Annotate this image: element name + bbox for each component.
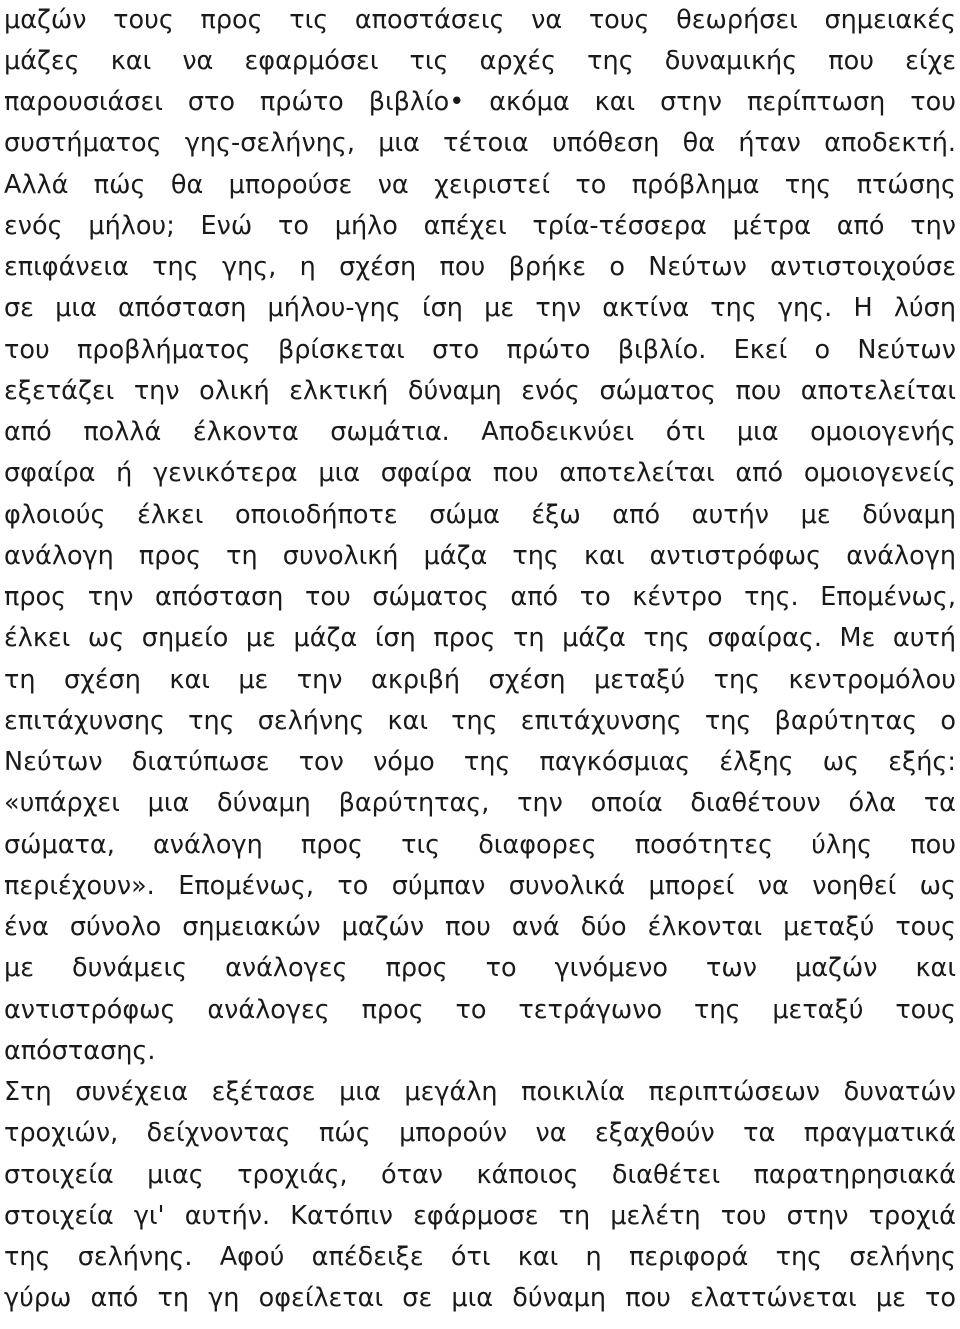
text-line-1: μαζών τους προς τις αποστάσεις να τους θεωρήσει σημειακές (4, 5, 956, 35)
text-line-19: Νεύτων διατύπωσε τον νόμο της παγκόσμιας έλξης ως εξής: (4, 747, 956, 777)
text-line-14: ανάλογη προς τη συνολική μάζα της και αντιστρόφως ανάλογη (4, 541, 956, 571)
text-line-3: παρουσιάσει στο πρώτο βιβλίο• ακόμα και στην περίπτωση του (4, 87, 956, 117)
text-line-13: φλοιούς έλκει οποιοδήποτε σώμα έξω από αυτήν με δύναμη (4, 500, 956, 530)
text-line-18: επιτάχυνσης της σελήνης και της επιτάχυνσης της βαρύτητας ο (4, 706, 956, 736)
text-line-28: τροχιών, δείχνοντας πώς μπορούν να εξαχθούν τα πραγματικά (4, 1118, 956, 1148)
text-line-26: απόστασης. (4, 1036, 156, 1066)
text-line-6: ενός μήλου; Ενώ το μήλο απέχει τρία-τέσσερα μέτρα από την (4, 211, 956, 241)
text-line-7: επιφάνεια της γης, η σχέση που βρήκε ο Νεύτων αντιστοιχούσε (4, 252, 956, 282)
text-line-11: από πολλά έλκοντα σωμάτια. Αποδεικνύει ότι μια ομοιογενής (4, 417, 956, 447)
text-line-29: στοιχεία μιας τροχιάς, όταν κάποιος διαθέτει παρατηρησιακά (4, 1160, 956, 1190)
text-line-22: περιέχουν». Επομένως, το σύμπαν συνολικά μπορεί να νοηθεί ως (4, 871, 956, 901)
text-line-4: συστήματος γης-σελήνης, μια τέτοια υπόθεση θα ήταν αποδεκτή. (4, 128, 956, 158)
text-line-2: μάζες και να εφαρμόσει τις αρχές της δυναμικής που είχε (4, 46, 956, 76)
text-line-15: προς την απόσταση του σώματος από το κέντρο της. Επομένως, (4, 582, 956, 612)
text-line-20: «υπάρχει μια δύναμη βαρύτητας, την οποία διαθέτουν όλα τα (4, 788, 956, 818)
text-line-32: γύρω από τη γη οφείλεται σε μια δύναμη που ελαττώνεται με το (4, 1283, 956, 1313)
text-line-17: τη σχέση και με την ακριβή σχέση μεταξύ της κεντρομόλου (4, 665, 956, 695)
text-line-16: έλκει ως σημείο με μάζα ίση προς τη μάζα της σφαίρας. Με αυτή (4, 623, 956, 653)
text-line-31: της σελήνης. Αφού απέδειξε ότι και η περιφορά της σελήνης (4, 1242, 956, 1272)
text-line-27: Στη συνέχεια εξέτασε μια μεγάλη ποικιλία περιπτώσεων δυνατών (4, 1077, 956, 1107)
text-line-12: σφαίρα ή γενικότερα μια σφαίρα που αποτελείται από ομοιογενείς (4, 458, 956, 488)
text-line-25: αντιστρόφως ανάλογες προς το τετράγωνο της μεταξύ τους (4, 995, 956, 1025)
text-line-5: Αλλά πώς θα μπορούσε να χειριστεί το πρόβλημα της πτώσης (4, 170, 956, 200)
text-line-30: στοιχεία γι' αυτήν. Κατόπιν εφάρμοσε τη μελέτη του στην τροχιά (4, 1201, 956, 1231)
text-line-8: σε μια απόσταση μήλου-γης ίση με την ακτίνα της γης. Η λύση (4, 293, 956, 323)
text-line-23: ένα σύνολο σημειακών μαζών που ανά δύο έλκονται μεταξύ τους (4, 912, 956, 942)
text-line-21: σώματα, ανάλογη προς τις διαφορες ποσότητες ύλης που (4, 830, 956, 860)
text-line-10: εξετάζει την ολική ελκτική δύναμη ενός σώματος που αποτελείται (4, 376, 956, 406)
text-line-9: του προβλήματος βρίσκεται στο πρώτο βιβλίο. Εκεί ο Νεύτων (4, 335, 956, 365)
text-line-24: με δυνάμεις ανάλογες προς το γινόμενο των μαζών και (4, 953, 956, 983)
